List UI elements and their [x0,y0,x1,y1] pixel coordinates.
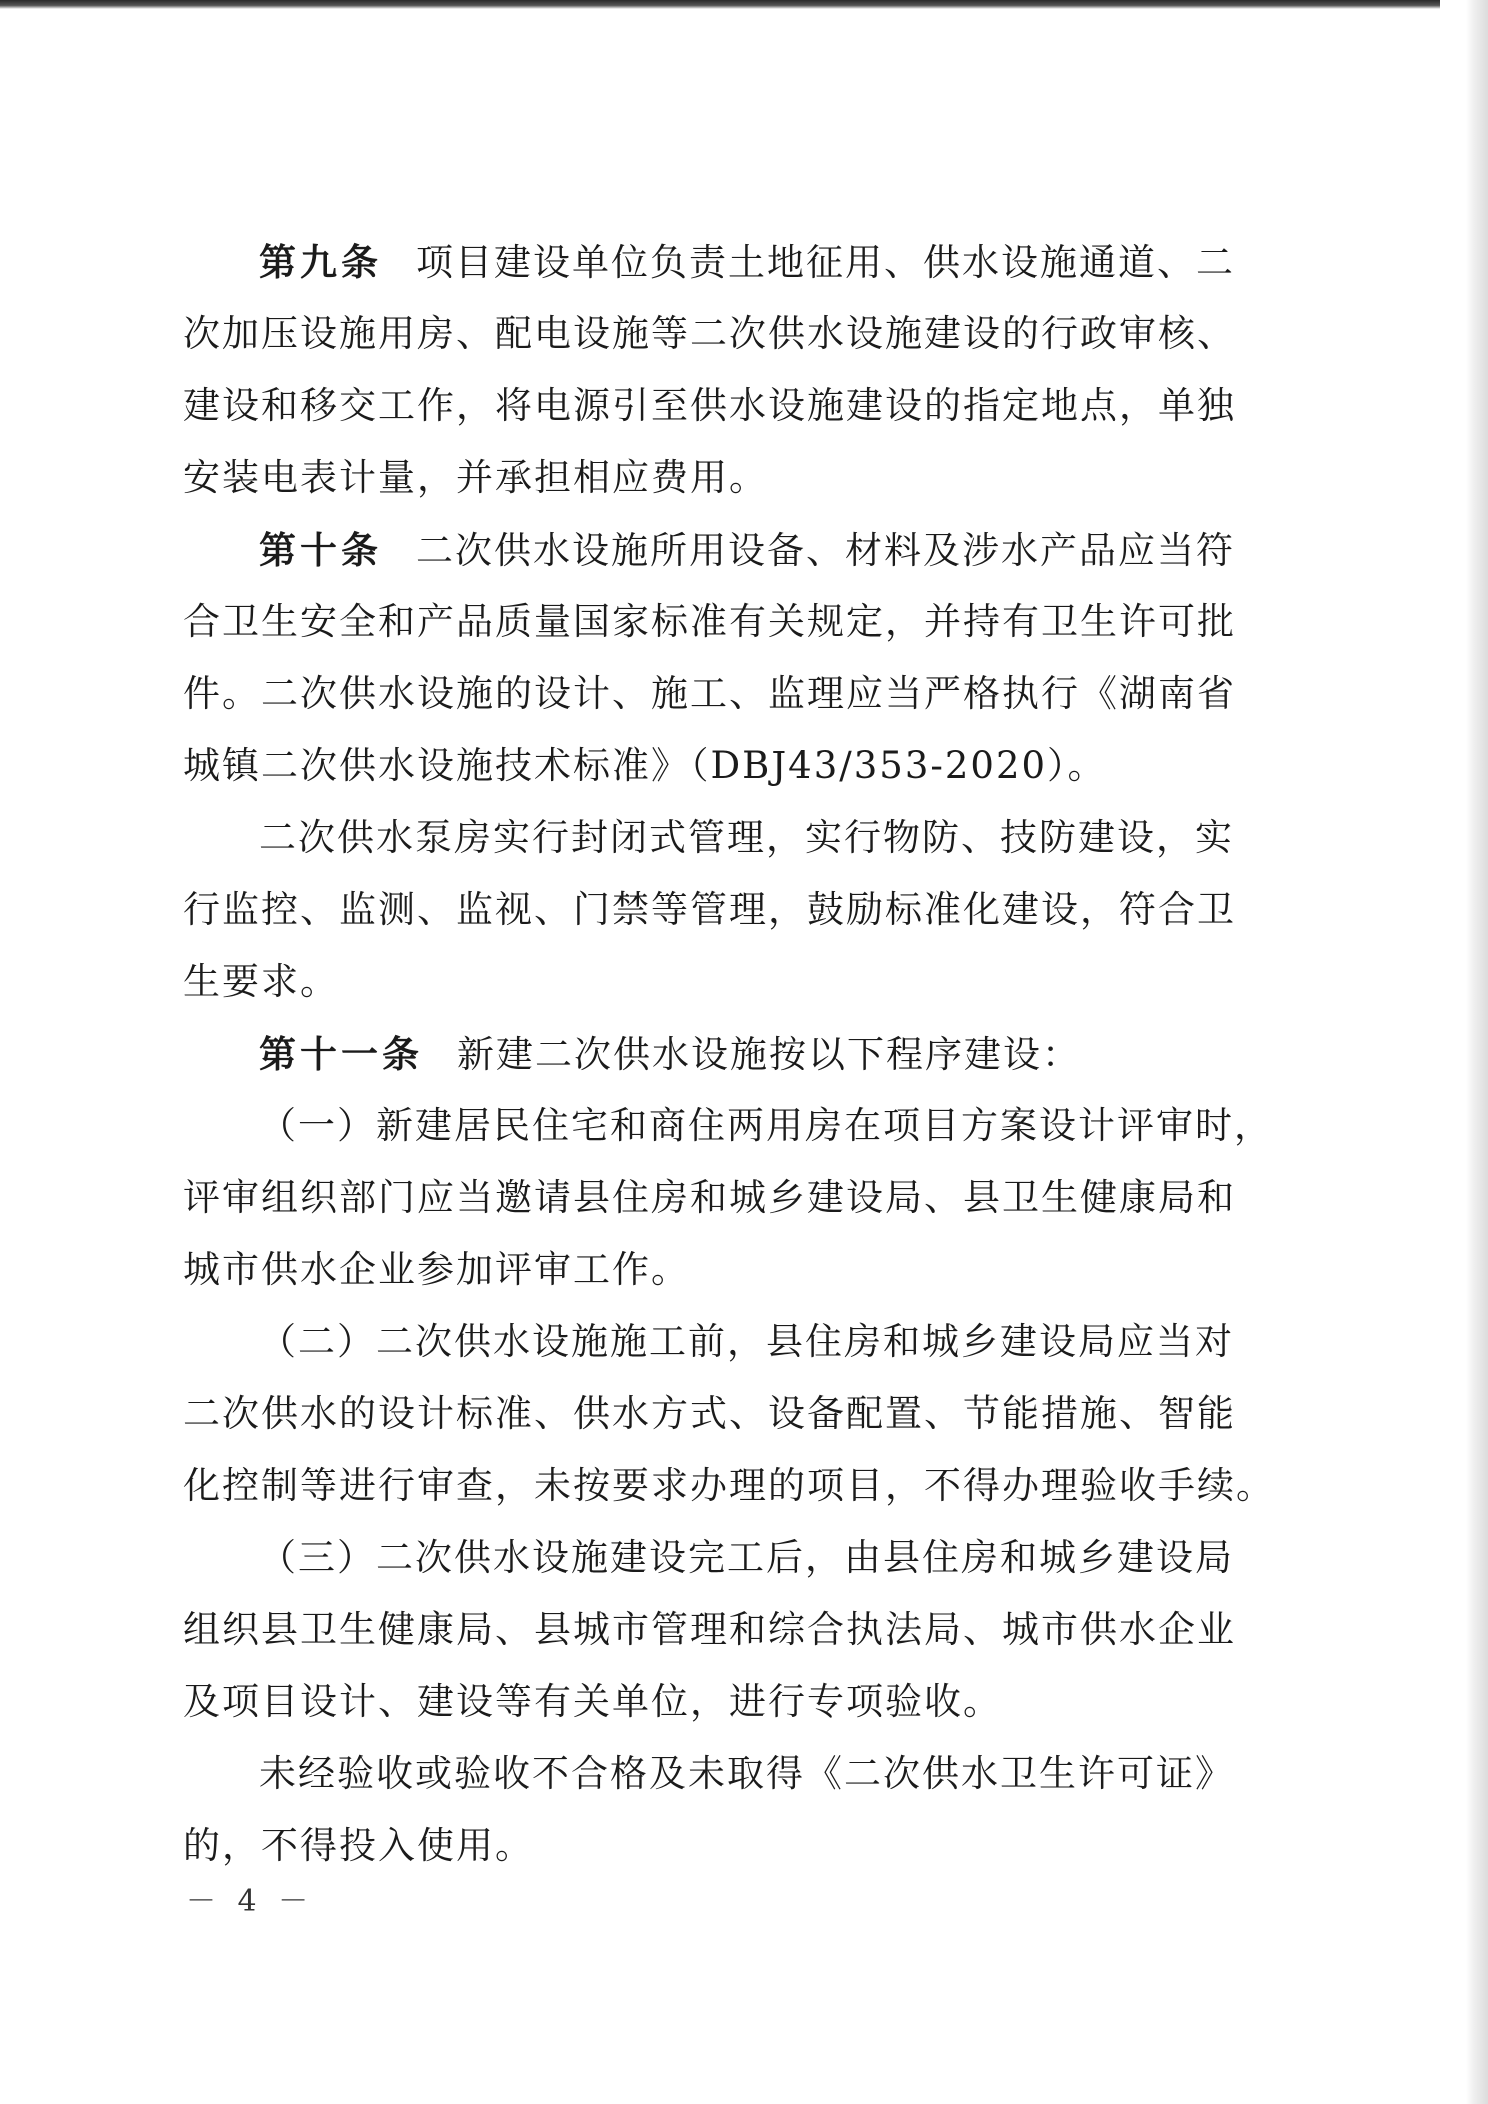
article-11-item3-line-1: （三）二次供水设施建设完工后，由县住房和城乡建设局 [259,1536,1234,1579]
article-11-item1-line-3: 城市供水企业参加评审工作。 [183,1248,690,1291]
article-11-item2-line-1: （二）二次供水设施施工前，县住房和城乡建设局应当对 [259,1320,1234,1363]
article-11-last-line-2: 的，不得投入使用。 [183,1824,534,1867]
article-9-heading: 第九条 [259,240,382,284]
article-9-line-1 [183,226,1247,298]
article-10-line-3: 件。二次供水设施的设计、施工、监理应当严格执行《湖南省 [183,672,1236,715]
article-9-line-2: 次加压设施用房、配电设施等二次供水设施建设的行政审核、 [183,312,1236,355]
article-11-item3-line-2: 组织县卫生健康局、县城市管理和综合执法局、城市供水企业 [183,1608,1236,1651]
article-9-text-1: 项目建设单位负责土地征用、供水设施通道、二 [416,241,1235,284]
article-11-item1-line-1: （一）新建居民住宅和商住两用房在项目方案设计评审时， [259,1104,1273,1147]
article-11-item2-line-2: 二次供水的设计标准、供水方式、设备配置、节能措施、智能 [183,1392,1236,1435]
article-10-line-4: 城镇二次供水设施技术标准》（DBJ43/353-2020）。 [183,744,1107,787]
article-10-para2-line-2: 行监控、监测、监视、门禁等管理，鼓励标准化建设，符合卫 [183,888,1236,931]
article-10-para2-line-3: 生要求。 [183,960,339,1003]
article-10-para2-line-1: 二次供水泵房实行封闭式管理，实行物防、技防建设，实 [259,816,1234,859]
document-page [183,226,1275,1882]
article-11-text-1: 新建二次供水设施按以下程序建设： [457,1033,1081,1076]
scan-right-edge [1466,0,1488,2104]
article-10-heading: 第十条 [259,528,382,572]
article-11-line-1 [183,1018,1247,1090]
article-9-line-4: 安装电表计量，并承担相应费用。 [183,456,768,499]
article-10-text-1: 二次供水设施所用设备、材料及涉水产品应当符 [416,529,1235,572]
article-11-item2-line-3: 化控制等进行审查，未按要求办理的项目，不得办理验收手续。 [183,1464,1275,1507]
page-number: － 4 － [186,1884,315,1919]
article-10-line-1 [183,514,1247,586]
scan-top-edge [0,0,1440,9]
article-10-line-2: 合卫生安全和产品质量国家标准有关规定，并持有卫生许可批 [183,600,1236,643]
article-11-heading: 第十一条 [259,1032,423,1076]
article-11-last-line-1: 未经验收或验收不合格及未取得《二次供水卫生许可证》 [259,1752,1234,1795]
article-11-item3-line-3: 及项目设计、建设等有关单位，进行专项验收。 [183,1680,1002,1723]
article-11-item1-line-2: 评审组织部门应当邀请县住房和城乡建设局、县卫生健康局和 [183,1176,1236,1219]
article-9-line-3: 建设和移交工作，将电源引至供水设施建设的指定地点，单独 [183,384,1236,427]
